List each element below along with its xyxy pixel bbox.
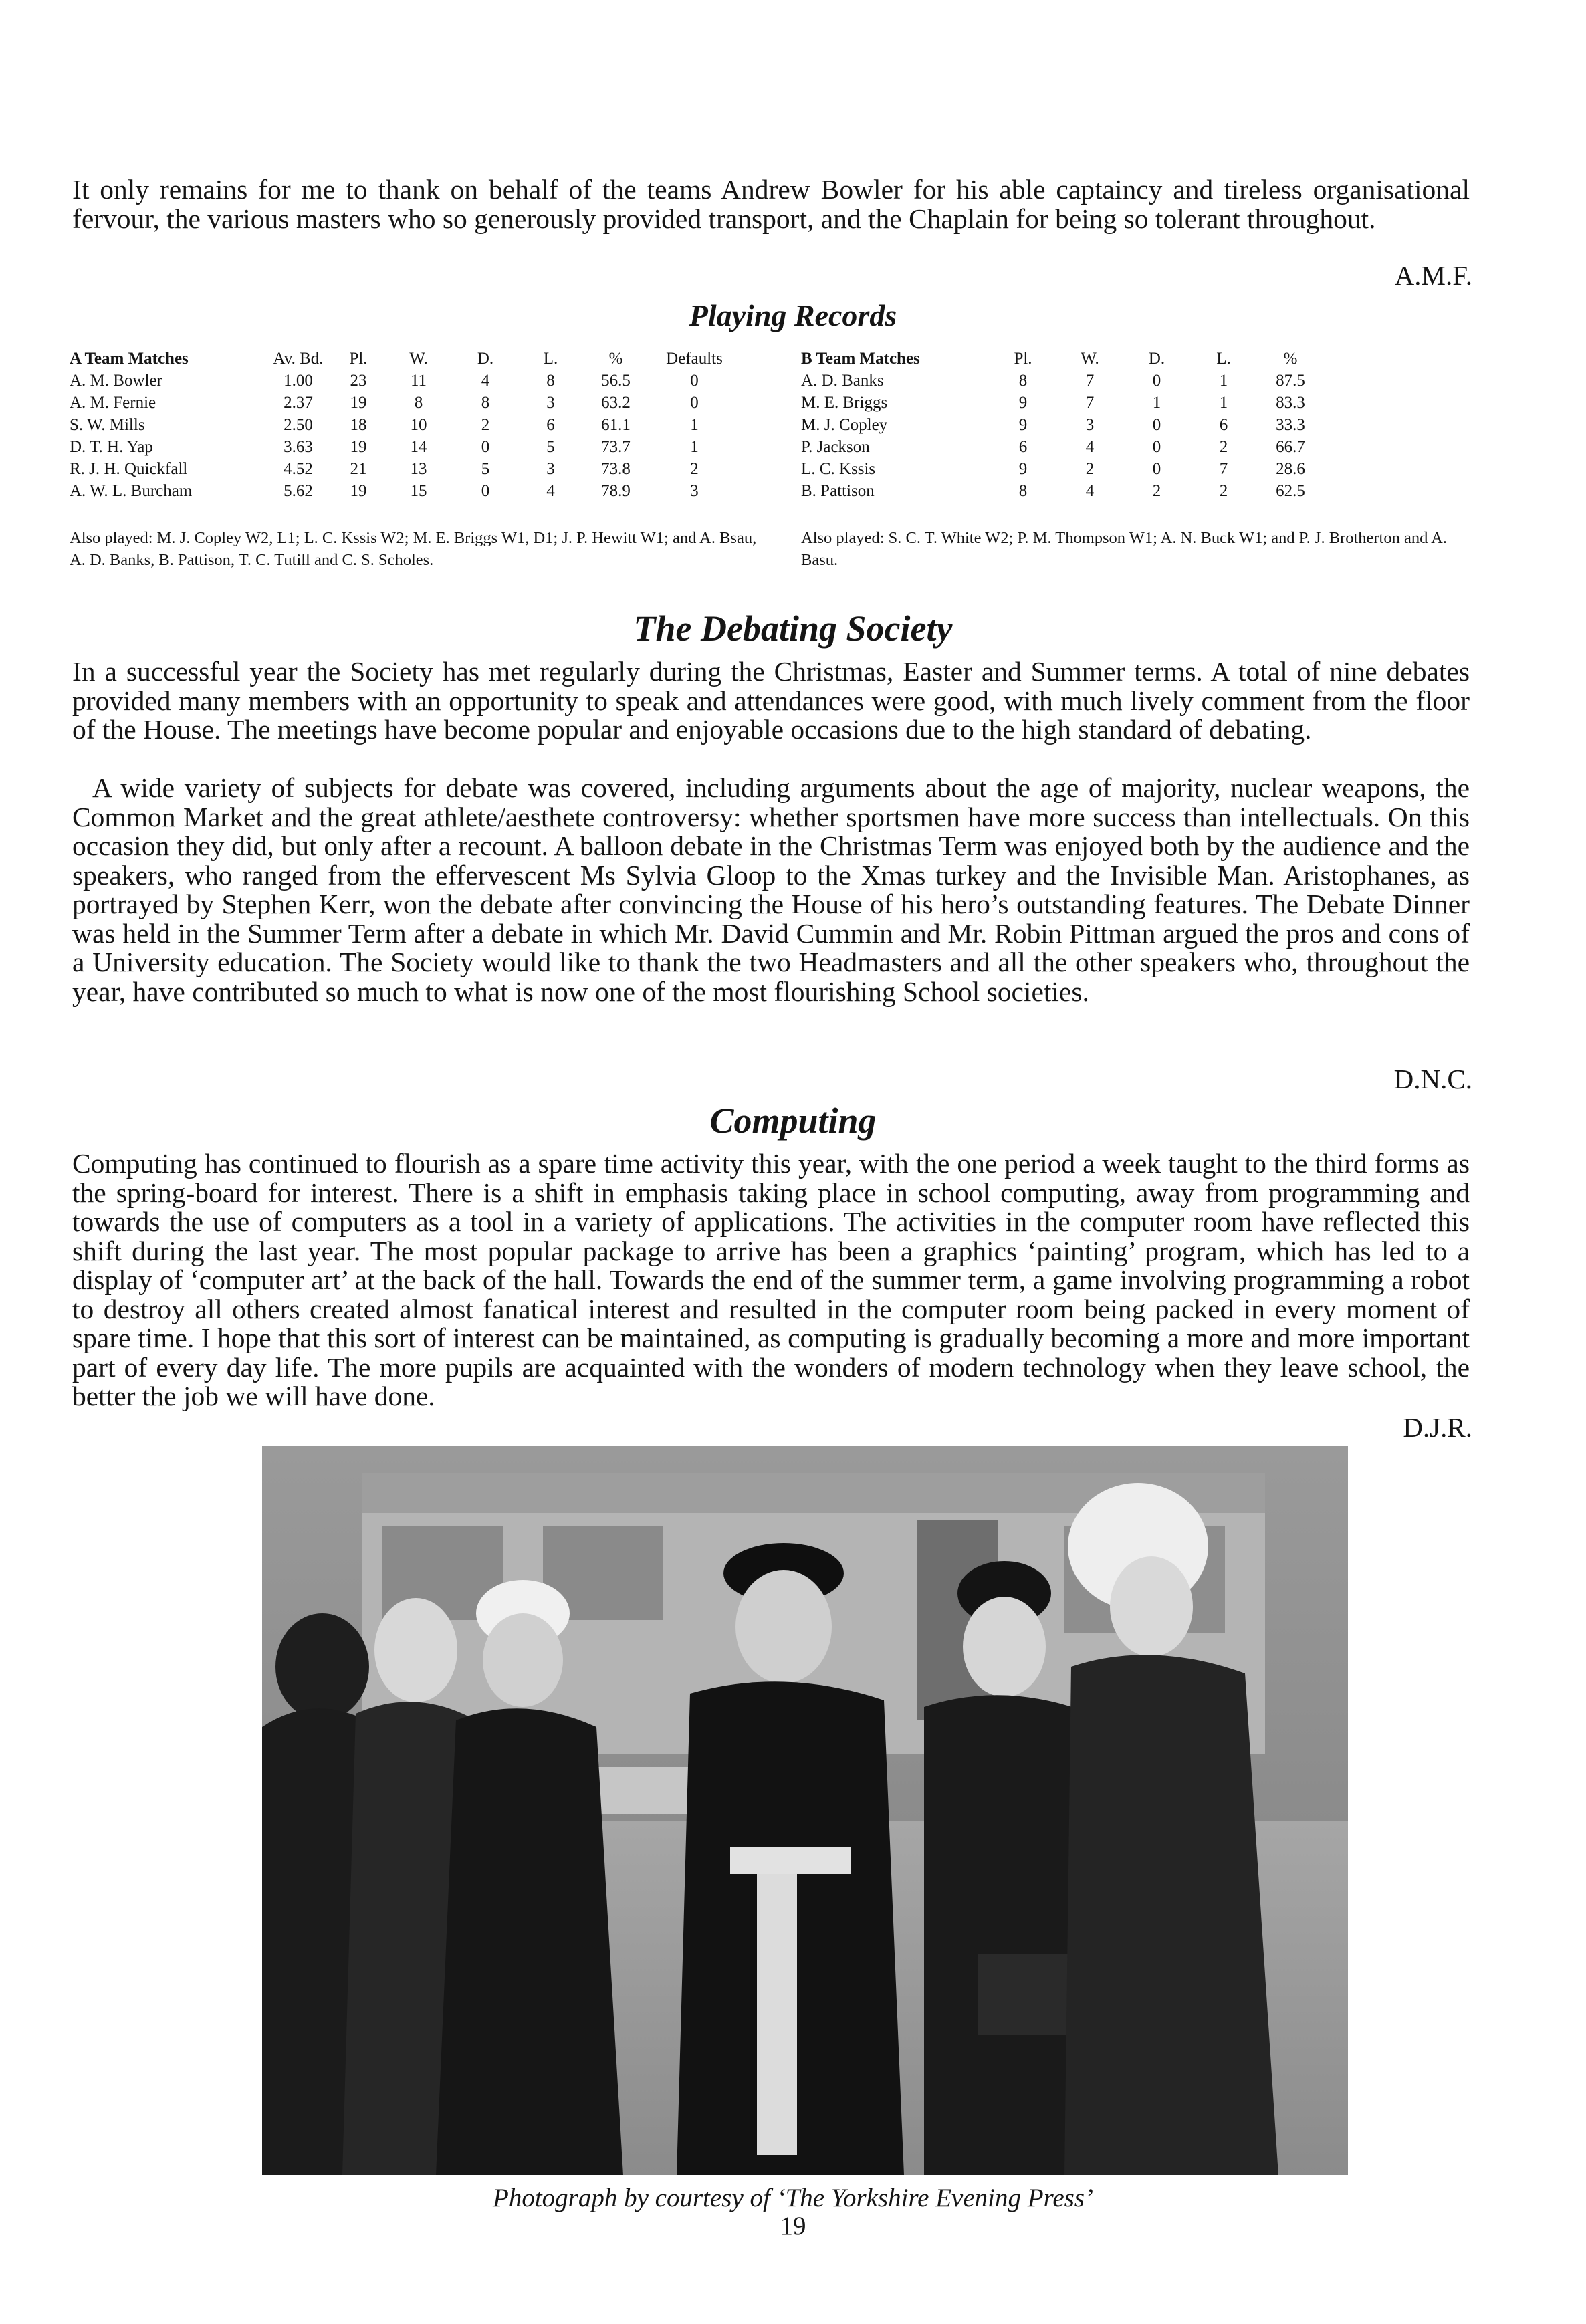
table-header: % [608,350,623,368]
table-cell: 0 [690,394,699,412]
table-cell: 13 [410,460,427,478]
table-cell: 6 [1018,438,1028,456]
table-cell: 23 [350,372,367,390]
table-cell: 4 [1085,482,1095,500]
debating-paragraph-2: A wide variety of subjects for debate was covered, including arguments about the age of majority, nuclear weapons, the Common Market and the great athlete/aesthete controversy: whether sportsmen have more success than intellectuals. On this occasion they did, but only after a recount. A balloon debate in the Christmas Term was enjoyed both by the audience and the speakers, who ranged from the effervescent Ms Sylvia Gloop to the Xmas turkey and the Invisible Man. Aristophanes, as portrayed by Stephen Kerr, won the debate after convincing the House of his hero’s outstanding features. The Debate Dinner was held in the Summer Term after a debate in which Mr. David Cummin and Mr. Robin Pittman argued the pros and cons of a University education. The Society would like to thank the two Headmasters and all the other speakers who, throughout the year, have contributed so much to what is now one of the most flourishing School societies. [72,772,1470,1007]
table-cell: 1 [690,438,699,456]
table-cell: 2 [1152,482,1161,500]
table-cell: 21 [350,460,367,478]
table-cell: 2 [1085,460,1095,478]
table-cell: 15 [410,482,427,500]
table-cell: 8 [1018,372,1028,390]
table-cell: 87.5 [1276,372,1305,390]
computing-signature: D.J.R. [1403,1412,1472,1443]
table-cell: 7 [1085,394,1095,412]
player-name: S. W. Mills [70,416,145,434]
table-cell: 0 [481,482,490,500]
table-cell: 8 [1018,482,1028,500]
computing-title: Computing [709,1100,877,1141]
table-cell: 19 [350,438,367,456]
table-row [801,436,1324,458]
table-cell: 83.3 [1276,394,1305,412]
intro-signature: A.M.F. [1394,260,1472,291]
table-cell: 0 [481,438,490,456]
table-header: Pl. [1014,350,1032,368]
table-cell: 1 [690,416,699,434]
photo-caption: Photograph by courtesy of ‘The Yorkshire Evening Press’ [493,2184,1093,2212]
b-team-body [801,370,1324,502]
table-cell: 4 [481,372,490,390]
table-row [801,392,1324,414]
table-cell: 63.2 [601,394,631,412]
table-cell: 78.9 [601,482,631,500]
table-cell: 1 [1219,372,1228,390]
table-cell: 2 [690,460,699,478]
table-header: D. [1148,350,1165,368]
table-cell: 18 [350,416,367,434]
b-team-header-row [801,348,1324,370]
table-cell: 7 [1085,372,1095,390]
playing-records-title: Playing Records [689,298,897,332]
table-cell: 6 [1219,416,1228,434]
a-team-header-row [70,348,740,370]
player-name: B. Pattison [801,482,875,500]
table-cell: 2.50 [284,416,313,434]
table-cell: 56.5 [601,372,631,390]
player-name: P. Jackson [801,438,870,456]
table-cell: 4.52 [284,460,313,478]
table-row [801,480,1324,502]
table-cell: 73.7 [601,438,631,456]
table-cell: 4 [1085,438,1095,456]
table-header: L. [1216,350,1231,368]
table-cell: 66.7 [1276,438,1305,456]
player-name: A. M. Bowler [70,372,162,390]
table-cell: 7 [1219,460,1228,478]
table-cell: 2.37 [284,394,313,412]
photograph [262,1446,1348,2175]
player-name: L. C. Kssis [801,460,876,478]
table-row [801,458,1324,480]
player-name: A. D. Banks [801,372,884,390]
photograph-image [262,1446,1348,2175]
table-cell: 5 [481,460,490,478]
table-cell: 1 [1219,394,1228,412]
table-header: D. [477,350,494,368]
table-header: L. [543,350,558,368]
table-cell: 61.1 [601,416,631,434]
table-cell: 2 [481,416,490,434]
player-name: M. J. Copley [801,416,888,434]
a-team-body [70,370,740,502]
table-header: Defaults [666,350,723,368]
table-cell: 9 [1018,416,1028,434]
table-row [70,480,740,502]
table-row [70,436,740,458]
computing-paragraph: Computing has continued to flourish as a spare time activity this year, with the one period a week taught to the third forms as the spring-board for interest. There is a shift in emphasis taking place in school computing, away from programming and towards the use of computers as a tool in a variety of applications. The activities in the computer room have reflected this shift during the last year. The most popular package to arrive has been a graphics ‘painting’ program, which has led to a display of ‘computer art’ at the back of the hall. Towards the end of the summer term, a game involving programming a robot to destroy all others created almost fanatical interest and resulted in the computer room being packed in every moment of spare time. I hope that this sort of interest can be maintained, as computing is gradually becoming a more and more important part of every day life. The more pupils are acquainted with the wonders of modern technology when they leave school, the better the job we will have done. [72,1148,1470,1411]
table-cell: 0 [1152,416,1161,434]
player-name: D. T. H. Yap [70,438,153,456]
table-cell: 2 [1219,438,1228,456]
table-cell: 9 [1018,394,1028,412]
table-cell: 19 [350,482,367,500]
table-cell: 3 [546,394,555,412]
debating-paragraph-1: In a successful year the Society has met regularly during the Christmas, Easter and Summer terms. A total of nine debates provided many members with an opportunity to speak and attendances were good, with much lively comment from the floor of the House. The meetings have become popular and enjoyable occasions due to the high standard of debating. [72,656,1470,745]
table-cell: 0 [1152,460,1161,478]
intro-paragraph: It only remains for me to thank on behalf of the teams Andrew Bowler for his able captaincy and tireless organisational fervour, the various masters who so generously provided transport, and the Chaplain for being so tolerant throughout. [72,174,1470,234]
table-row [70,414,740,436]
a-team-also-played: Also played: M. J. Copley W2, L1; L. C. Kssis W2; M. E. Briggs W1, D1; J. P. Hewitt W1; and A. Bsau, A. D. Banks, B. Pattison, T. C. Tutill and C. S. Scholes. [70,529,757,569]
table-cell: 0 [1152,438,1161,456]
table-header: B Team Matches [801,350,920,368]
table-cell: 14 [410,438,427,456]
table-cell: 19 [350,394,367,412]
table-cell: 5.62 [284,482,313,500]
table-cell: 8 [481,394,490,412]
table-cell: 3 [546,460,555,478]
table-header: A Team Matches [70,350,189,368]
player-name: R. J. H. Quickfall [70,460,188,478]
table-cell: 3 [690,482,699,500]
table-cell: 3 [1085,416,1095,434]
table-cell: 28.6 [1276,460,1305,478]
table-header: W. [409,350,428,368]
table-cell: 6 [546,416,555,434]
table-cell: 1 [1152,394,1161,412]
table-cell: 62.5 [1276,482,1305,500]
table-cell: 8 [546,372,555,390]
player-name: A. M. Fernie [70,394,156,412]
b-team-table [801,348,1324,502]
player-name: A. W. L. Burcham [70,482,193,500]
table-cell: 0 [1152,372,1161,390]
table-cell: 33.3 [1276,416,1305,434]
table-cell: 10 [410,416,427,434]
table-header: Pl. [349,350,368,368]
player-name: M. E. Briggs [801,394,888,412]
table-header: % [1283,350,1298,368]
table-row [70,458,740,480]
table-cell: 3.63 [284,438,313,456]
table-cell: 0 [690,372,699,390]
table-cell: 73.8 [601,460,631,478]
debating-signature: D.N.C. [1393,1064,1472,1094]
table-cell: 1.00 [284,372,313,390]
table-cell: 8 [414,394,423,412]
table-cell: 4 [546,482,555,500]
table-cell: 11 [410,372,427,390]
table-header: W. [1081,350,1099,368]
b-team-also-played: Also played: S. C. T. White W2; P. M. Thompson W1; A. N. Buck W1; and P. J. Brotherton and A. Basu. [801,529,1447,569]
a-team-table [70,348,740,502]
table-cell: 9 [1018,460,1028,478]
debating-title: The Debating Society [633,608,953,649]
table-row [70,392,740,414]
table-cell: 5 [546,438,555,456]
table-header: Av. Bd. [273,350,324,368]
table-row [801,370,1324,392]
page-number: 19 [780,2212,806,2240]
table-row [70,370,740,392]
table-cell: 2 [1219,482,1228,500]
table-row [801,414,1324,436]
